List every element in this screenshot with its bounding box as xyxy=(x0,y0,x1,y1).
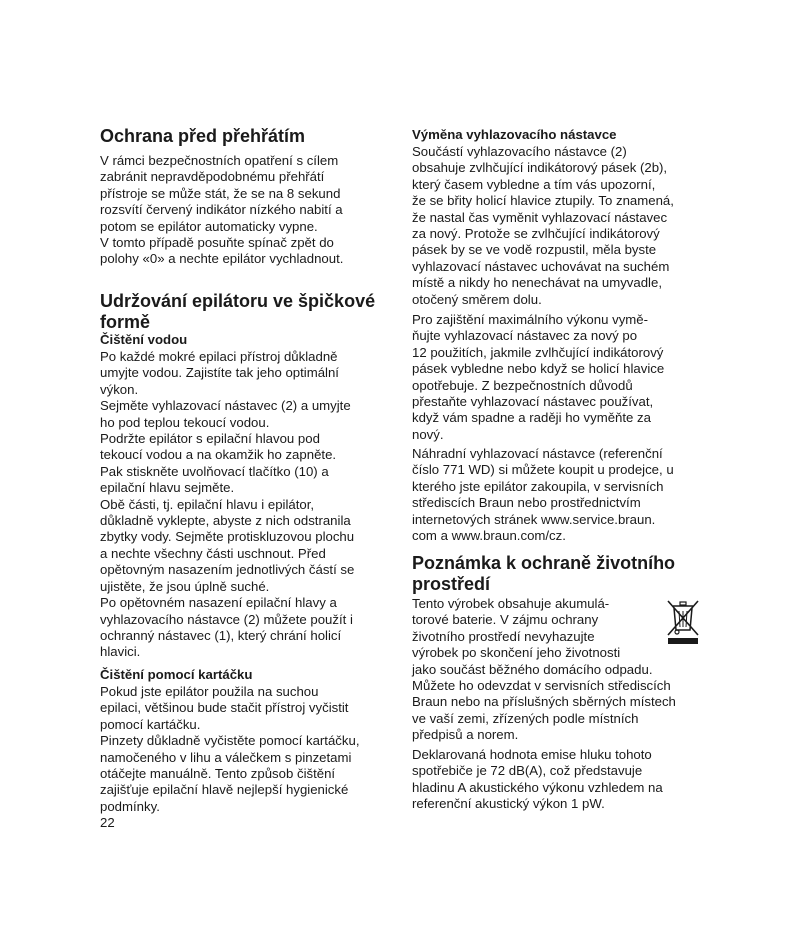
heading-maintenance: Udržování epilátoru ve špičkové formě xyxy=(100,291,376,332)
crossed-out-wheelie-bin-icon xyxy=(664,599,702,645)
overheat-text: V rámci bezpečnostních opatření s cílem zabránit nepravděpodobnému přehřátí přístroje se může stát, že se na 8 sekund rozsvítí červený indikátor nízkého nabití a potom se epilátor automaticky vypne. V tomto případě posuňte spínač zpět do polohy «0» a nechte epilátor vychladnout. xyxy=(100,153,344,267)
heading-environment-note: Poznámka k ochraně životního prostředí xyxy=(412,553,676,594)
environment-text: Tento výrobek obsahuje akumulá- torové baterie. V zájmu ochrany životního prostředí nevyhazujte výrobek po skončení jeho životnosti jako součást běžného domácího odpadu. Můžete ho odevzdat v servisních střediscích Braun nebo na příslušných sběrných místech ve vaší zemi, zřízených podle místních předpisů a norem. xyxy=(412,596,676,743)
subheading-brush-cleaning: Čištění pomocí kartáčku xyxy=(100,667,253,682)
subheading-replace-smoothing-cap: Výměna vyhlazovacího nástavce xyxy=(412,127,617,142)
replace-text-3: Náhradní vyhlazovací nástavce (referenční číslo 771 WD) si můžete koupit u prodejce, u kterého jste epilátor zakoupila, v servisních střediscích Braun nebo prostřednictvím internetových stránek www.service.braun. com a www.braun.com/cz. xyxy=(412,446,674,544)
subheading-water-cleaning: Čištění vodou xyxy=(100,332,188,347)
water-cleaning-text: Po každé mokré epilaci přístroj důkladně umyjte vodou. Zajistíte tak jeho optimální výkon. Sejměte vyhlazovací nástavec (2) a umyjte ho pod teplou tekoucí vodou. Podržte epilátor s epilační hlavou pod tekoucí vodou a na okamžik ho zapněte. Pak stiskněte uvolňovací tlačítko (10) a epilační hlavu sejměte. Obě části, tj. epilační hlavu i epilátor, důkladně vyklepte, abyste z nich odstranila zbytky vody. Sejměte protiskluzovou plochu a nechte všechny části uschnout. Před opětovným nasazením jednotlivých částí se ujistěte, že jsou úplně suché. Po opětovném nasazení epilační hlavy a vyhlazovacího nástavce (2) můžete použít i ochranný nástavec (1), který chrání holicí hlavici. xyxy=(100,349,355,660)
page-number: 22 xyxy=(100,815,115,830)
brush-cleaning-text: Pokud jste epilátor použila na suchou epilaci, většinou bude stačit přístroj vyčistit pomocí kartáčku. Pinzety důkladně vyčistěte pomocí kartáčku, namočeného v lihu a válečkem s pinzetami otáčejte manuálně. Tento způsob čištění zajišťuje epilační hlavě nejlepší hygienické podmínky. xyxy=(100,684,360,814)
replace-text-1: Součástí vyhlazovacího nástavce (2) obsahuje zvlhčující indikátorový pásek (2b), který časem vybledne a tím vás upozorní, že se břity holicí hlavice ztupily. To znamená, že nastal čas vyměnit vyhlazovací nástavec za nový. Protože se zvlhčující indikátorový pásek by se ve vodě rozpustil, měla byste vyhlazovací nástavec uchovávat na suchém místě a nikdy ho nenechávat na umyvadle, otočený směrem dolu. xyxy=(412,144,674,307)
heading-overheat-protection: Ochrana před přehřátím xyxy=(100,126,306,146)
noise-emission-text: Deklarovaná hodnota emise hluku tohoto spotřebiče je 72 dB(A), což představuje hladinu A akustického výkonu vzhledem na referenční akustický výkon 1 pW. xyxy=(412,747,663,812)
replace-text-2: Pro zajištění maximálního výkonu vymě- ňujte vyhlazovací nástavec za nový po 12 použitích, jakmile zvlhčující indikátorový pásek vybledne nebo když se holicí hlavice opotřebuje. Z bezpečnostních důvodů přestaňte vyhlazovací nástavec používat, když vám spadne a raději ho vyměňte za nový. xyxy=(412,312,665,442)
